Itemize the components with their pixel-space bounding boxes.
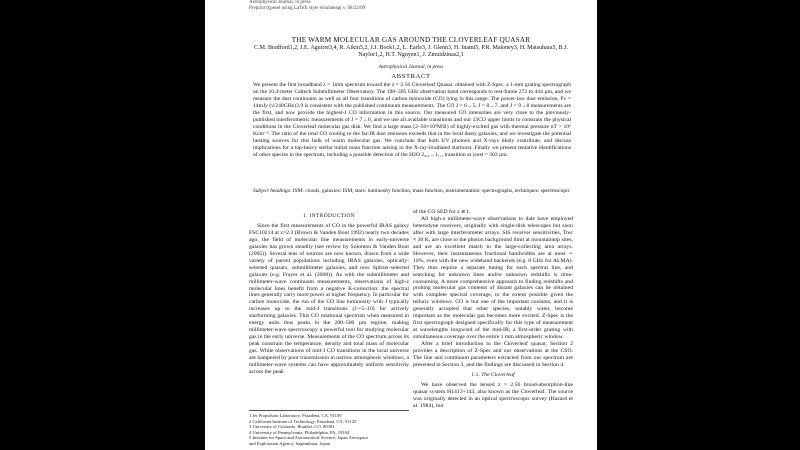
footnote: 3 University of Colorado, Boulder, CO, 80303	[249, 424, 335, 429]
footnote: 2 California Institute of Technology, Pasadena, CA, 91125	[249, 418, 357, 424]
preprint-line: Preprint typeset using LaTeX style emulateapj v. 08/22/09	[249, 6, 366, 11]
abstract-heading: ABSTRACT	[391, 73, 431, 80]
footnote: and Exploration Agency, Sagamihara, Japan	[249, 440, 331, 446]
right-paragraph-0: of the CO SED for z ≳1.	[413, 209, 471, 215]
subsection-heading	[413, 372, 573, 379]
intro-heading: 1. INTRODUCTION	[302, 213, 356, 219]
right-paragraph-3: We have observed the lensed z = 2.56 broad-absorption-line quasar system H1413+143, also known as the Cloverleaf. The source was originally detected in an optical spectroscopic survey (Hazard et al. 1984), but	[413, 381, 573, 409]
paper-title: THE WARM MOLECULAR GAS AROUND THE CLOVERLEAF QUASAR	[291, 36, 531, 44]
keywords-label: Subject headings:	[253, 188, 292, 194]
footnote: 5 Institute for Space and Astronautical Science, Japan Aerospace	[249, 435, 369, 440]
subject-headings	[253, 188, 571, 195]
left-column	[249, 213, 409, 376]
paper-page	[205, 0, 597, 450]
subsection-number: 1.1.	[471, 371, 480, 378]
abstract-text: We present the first broadband λ = 1mm spectrum toward the z = 2.56 Cloverleaf Quasar, obtained with Z-Spec, a 1-mm grating spectrograph on the 10.4-meter Caltech Submillimeter Observatory. The 190–305 GHz observation band corresponds to rest-frame 272 to 444 µm, and we measure the dust continuum as well as all four transitions of carbon monoxide (CO) lying in this range. The power-law dust emission, Fν = 14mJy (ν/240GHz)3.9 is consistent with the published continuum measurements. The CO J = 6→5, J = 8→7, and J = 9→8 measurements are the first, and now provide the highest-J CO information in this source. Our measured CO intensities are very close to the previously-published interferometric measurements of J = 7→6, and we use all available transitions and our 13CO upper limits to constrain the physical conditions in the Cloverleaf molecular gas disk. We find a large mass (2–50×10⁹M⊙) of highly-excited gas with thermal pressure nT > 10⁶ Kcm⁻³. The ratio of the total CO cooling to the far-IR dust emission exceeds that in the local dusty galaxies, and we investigate the potential heating sources for this bulk of warm molecular gas. We conclude that both UV photons and X-rays likely contribute, and discuss implications for a top-heavy stellar initial mass function arising in the X-ray-irradiated starburst. Finally we present tentative identifications of other species in the spectrum, including a possible detection of the H2O 2₀,₂→1₁,₁ transition at λrest = 303 µm.	[253, 82, 571, 158]
footnote: 1 Jet Propulsion Laboratory, Pasadena, CA, 91109	[249, 413, 342, 418]
right-paragraph-2: After a brief introduction to the Cloverleaf quasar, Section 2 provides a description of Z-Spec and our observations at the CSO. The line and continuum parameters extracted from our spectrum are presented in Section 3, and the findings are discussed in Section 4.	[413, 341, 573, 368]
journal-header: Astrophysical Journal, in press	[249, 0, 311, 5]
footnotes	[249, 410, 409, 446]
subsection-title: The Cloverleaf	[481, 371, 515, 378]
right-column	[413, 209, 573, 410]
author-list: C.M. Bradford1,2, J.E. Aguirre3,4, R. Aikin5,2, J.J. Bock1,2, L. Earle3, J. Glenn3, H. Inami5, P.R. Maloney3, H. Matsuhara5, B.J. Naylor1,2, H.T. Nguyen1, J. Zmuidzinas2,1	[254, 45, 568, 59]
right-paragraph-1: All high-z millimeter-wave observations to date have employed heterodyne receivers, originally with single-dish telescopes but soon after with large interferometer arrays. SIS receiver sensitivities, Trec ≈ 30 K, are close to the photon background limit at mountaintop sites, and are an excellent match to the large-collecting area arrays. However, their instantaneous fractional bandwidths are at most ∼ 10%, even with the new wideband backends (e.g. 8 GHz for ALMA). They thus require a separate tuning for each spectral line, and searching for unknown lines and/or unknown redshifts is time-consuming. A more comprehensive approach to finding redshifts and probing molecular gas contents of distant galaxies can be obtained with complete spectral coverage, to the extent possible given the telluric windows. CO is but one of the important coolants, and it is generally accepted that other species, notably water, become important as the molecular gas becomes more excited. Z-Spec is the first spectrograph designed specifically for this type of measurement at wavelengths longward of the mid-IR; a first-order grating with simultaneous coverage over the entire 1 mm atmospheric window.	[413, 215, 573, 341]
keywords-text: ISM: clouds, galaxies: ISM, stars: luminosity function, mass function, instrumentation: spectrographs, techniques: spectroscopic	[292, 188, 570, 194]
venue-line: Astrophysical Journal, in press	[378, 64, 444, 70]
footnote: 4 University of Pennsylvania, Philadelphia, PA, 19104	[249, 429, 350, 435]
intro-paragraph-1: Since the first measurements of CO in the powerful IRAS galaxy FSC10214 at z=2.3 (Brown & Vanden Bout 1992) nearly two decades ago, the field of molecular line measurements in early-universe galaxies has grown steadily (see review by Solomon & Vanden Bout (2005)). Several tens of sources are now known, drawn from a wide variety of parent populations including IRAS galaxies, optically-selected quasars, submillimeter galaxies, and now Spitzer-selected galaxies (e.g. Frayer et al. (2008)). As with the submillimeter and millimeter-wave continuum measurements, observations of high-z molecular lines benefit from a negative K-correction: the spectral lines generally carry more power at higher frequency. In particular for carbon monoxide, the run of the CO line luminosity with J typically increases up to the mid-J transitions (J∼5–10) for actively starforming galaxies. This CO rotational spectrum when measured in energy units thus peaks in the 200–500 µm regime, making millimeter-wave spectroscopy a powerful tool for studying molecular gas in the early universe. Measurements of the CO spectrum across its peak constrain the temperature, density and total mass of molecular gas. While observations of mid-J CO transitions in the local universe are hampered by poor transmission in narrow atmospheric windows, a millimeter-wave systems can have approximately uniform sensitivity across the peak	[249, 222, 409, 375]
